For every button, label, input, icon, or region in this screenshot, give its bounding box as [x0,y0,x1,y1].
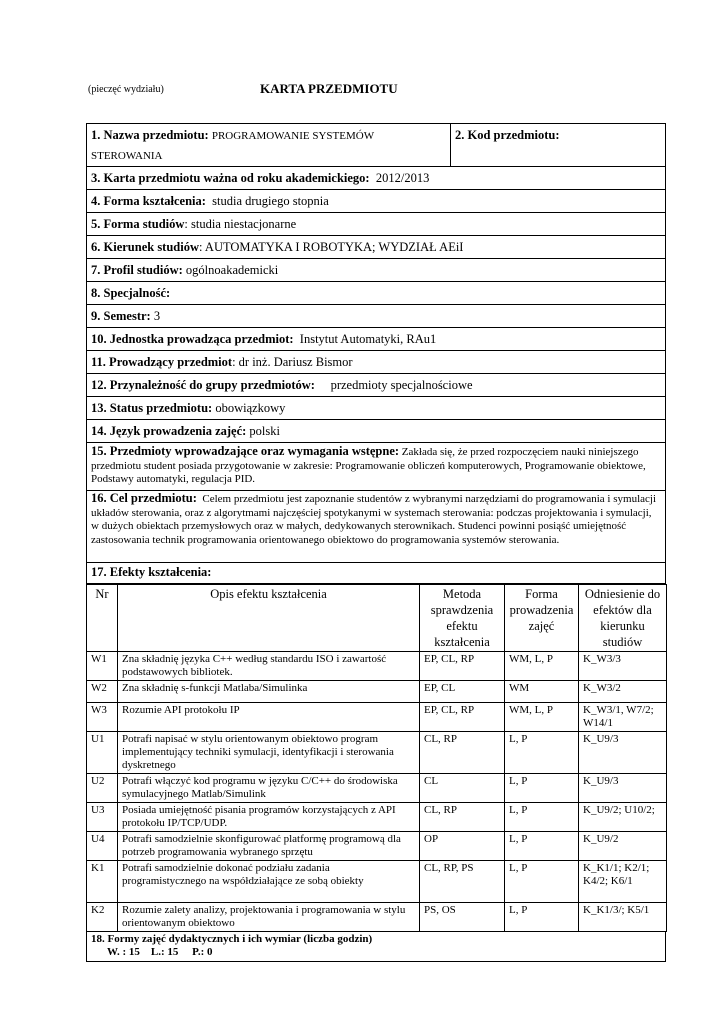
course-status-label: 13. Status przedmiotu: [91,401,213,415]
semester-label: 9. Semestr: [91,309,151,323]
cell-reference: K_U9/3 [579,732,667,774]
row-course-status [86,397,666,420]
course-card [86,123,666,962]
valid-year-label: 3. Karta przedmiotu ważna od roku akademickiego: [91,171,370,185]
row-course-goal [86,491,666,563]
cell-form: L, P [505,803,579,832]
row-language [86,420,666,443]
header-form: Forma prowadzenia zajęć [505,585,579,652]
row-learning-outcomes [86,563,666,584]
lecturer-value: : dr inż. Dariusz Bismor [232,355,353,369]
row-semester [86,305,666,328]
cell-reference: K_W3/2 [579,681,667,703]
specialty-label: 8. Specjalność: [91,286,171,300]
cell-form: WM, L, P [505,703,579,732]
cell-nr: U1 [87,732,118,774]
cell-method: CL [420,774,505,803]
row-lecturer [86,351,666,374]
cell-reference: K_W3/3 [579,652,667,681]
faculty-stamp-label: (pieczęć wydziału) [88,84,164,95]
prerequisites-label: 15. Przedmioty wprowadzające oraz wymagania wstępne: [91,444,400,458]
cell-reference: K_K1/1; K2/1; K4/2; K6/1 [579,861,667,903]
header-method: Metoda sprawdzenia efektu kształcenia [420,585,505,652]
cell-method: CL, RP [420,803,505,832]
row-education-form [86,190,666,213]
row-course-name [86,123,666,167]
cell-method: CL, RP, PS [420,861,505,903]
table-row [87,803,667,832]
cell-description: Potrafi samodzielnie dokonać podziału zadania programistycznego na współdziałające ze sobą obiekty [118,861,420,903]
cell-nr: U4 [87,832,118,861]
learning-outcomes-table [86,584,667,932]
cell-form: WM [505,681,579,703]
table-header-row [87,585,667,652]
table-row [87,832,667,861]
cell-description: Rozumie API protokołu IP [118,703,420,732]
study-form-label: 5. Forma studiów [91,217,185,231]
cell-reference: K_U9/3 [579,774,667,803]
cell-method: EP, CL, RP [420,703,505,732]
row-prerequisites [86,443,666,491]
header-description: Opis efektu kształcenia [118,585,420,652]
course-group-value: przedmioty specjalnościowe [330,378,473,392]
field-of-study-value: : AUTOMATYKA I ROBOTYKA; WYDZIAŁ AEiI [199,240,464,254]
cell-form: L, P [505,832,579,861]
cell-form: L, P [505,732,579,774]
cell-reference: K_U9/2; U10/2; [579,803,667,832]
cell-nr: U2 [87,774,118,803]
prerequisites-value: Zakłada się, że przed rozpoczęciem nauki niniejszego przedmiotu student posiada przygotowanie w zakresie: Programowanie obliczeń komputerowych, Programowanie obiektowe, Podstawy automatyki, regulacja PID. [91,446,646,485]
cell-nr: W2 [87,681,118,703]
row-specialty [86,282,666,305]
row-course-group [86,374,666,397]
cell-method: EP, CL [420,681,505,703]
course-code-label: 2. Kod przedmiotu: [455,128,560,142]
table-row [87,861,667,903]
study-profile-label: 7. Profil studiów: [91,263,183,277]
cell-form: L, P [505,861,579,903]
table-row [87,774,667,803]
cell-nr: K2 [87,903,118,932]
table-row [87,703,667,732]
semester-value: 3 [153,309,161,323]
cell-description: Potrafi włączyć kod programu w języku C/C++ do środowiska symulacyjnego Matlab/Simulink [118,774,420,803]
course-goal-value: Celem przedmiotu jest zapoznanie studentów z wybranymi narzędziami do programowania i symulacji układów sterowania, oraz z algorytmami najczęściej spotykanymi w systemach sterowania: podczas projektowania i symulacji, w dużych obiektach przemysłowych oraz w małych, dedykowanych sterownikach. Studenci powinni posiąść umiejętność zastosowania technik programowania orientowanego obiektowo do programowania systemów sterowania. [91,493,656,546]
lecturer-label: 11. Prowadzący przedmiot [91,355,233,369]
cell-method: CL, RP [420,732,505,774]
unit-value: Instytut Automatyki, RAu1 [299,332,437,346]
cell-description: Zna składnię języka C++ według standardu ISO i zawartość podstawowych bibliotek. [118,652,420,681]
class-forms-label: 18. Formy zajęć dydaktycznych i ich wymiar (liczba godzin) [91,933,373,945]
cell-method: EP, CL, RP [420,652,505,681]
course-code-cell [451,124,665,166]
valid-year-value: 2012/2013 [375,171,430,185]
row-field-of-study [86,236,666,259]
document-title: KARTA PRZEDMIOTU [260,81,398,96]
course-name-value-b: STEROWANIA [91,150,163,162]
cell-reference: K_W3/1, W7/2; W14/1 [579,703,667,732]
education-form-value: studia drugiego stopnia [212,194,329,208]
class-forms-hours: W. : 15 L.: 15 P.: 0 [107,946,213,958]
study-form-value: : studia niestacjonarne [184,217,297,231]
study-profile-value: ogólnoakademicki [185,263,279,277]
cell-description: Potrafi napisać w stylu orientowanym obiektowo program implementujący techniki symulacji, identyfikacji i sterowania dyskretnego [118,732,420,774]
header-nr: Nr [87,585,118,652]
header-reference: Odniesienie do efektów dla kierunku studiów [579,585,667,652]
course-name-value-a: PROGRAMOWANIE SYSTEMÓW [211,130,375,142]
cell-description: Potrafi samodzielnie skonfigurować platformę programową dla potrzeb programowania wybranego sprzętu [118,832,420,861]
field-of-study-label: 6. Kierunek studiów [91,240,200,254]
cell-form: WM, L, P [505,652,579,681]
course-status-value: obowiązkowy [215,401,286,415]
education-form-label: 4. Forma kształcenia: [91,194,206,208]
cell-description: Rozumie zalety analizy, projektowania i programowania w stylu orientowanym obiektowo [118,903,420,932]
table-row [87,681,667,703]
row-study-form [86,213,666,236]
cell-reference: K_U9/2 [579,832,667,861]
cell-description: Posiada umiejętność pisania programów korzystających z API protokołu IP/TCP/UDP. [118,803,420,832]
cell-nr: W3 [87,703,118,732]
language-value: polski [249,424,280,438]
cell-form: L, P [505,774,579,803]
table-row [87,652,667,681]
row-class-forms [86,932,666,962]
course-group-label: 12. Przynależność do grupy przedmiotów: [91,378,315,392]
row-valid-year [86,167,666,190]
row-unit [86,328,666,351]
course-name-cell [87,124,451,166]
cell-nr: K1 [87,861,118,903]
cell-nr: W1 [87,652,118,681]
cell-description: Zna składnię s-funkcji Matlaba/Simulinka [118,681,420,703]
cell-nr: U3 [87,803,118,832]
table-row [87,903,667,932]
cell-reference: K_K1/3/; K5/1 [579,903,667,932]
row-study-profile [86,259,666,282]
cell-method: OP [420,832,505,861]
language-label: 14. Język prowadzenia zajęć: [91,424,247,438]
course-goal-label: 16. Cel przedmiotu: [91,491,197,505]
unit-label: 10. Jednostka prowadząca przedmiot: [91,332,294,346]
table-row [87,732,667,774]
learning-outcomes-label: 17. Efekty kształcenia: [91,565,212,579]
cell-form: L, P [505,903,579,932]
cell-method: PS, OS [420,903,505,932]
course-name-label: 1. Nazwa przedmiotu: [91,128,209,142]
